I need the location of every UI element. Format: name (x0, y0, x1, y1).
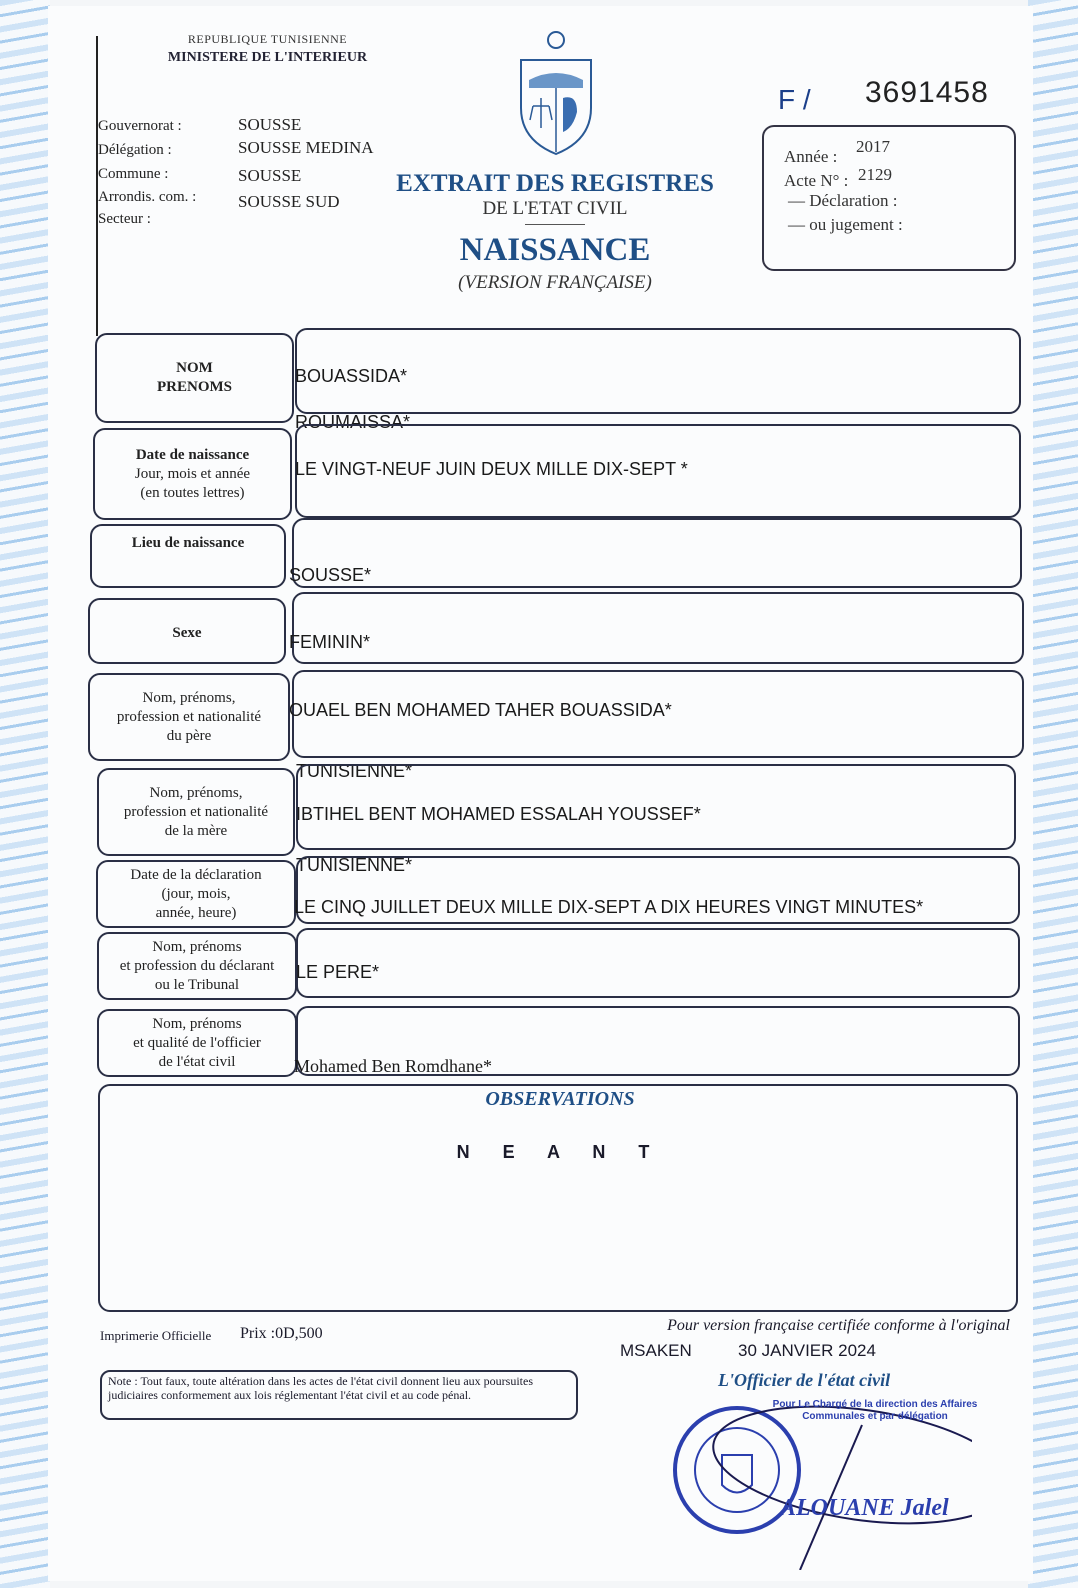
declarant-label-1: Nom, prénoms (152, 938, 242, 955)
declaration-label-1: Date de la déclaration (130, 866, 262, 883)
register-box (762, 125, 1016, 271)
document-version: (VERSION FRANÇAISE) (458, 272, 652, 293)
title-divider (525, 224, 585, 225)
decorative-border-right (1028, 0, 1078, 1588)
commune-value: SOUSSE (238, 166, 302, 185)
acte-label: Acte N° : (784, 171, 849, 190)
imprimerie-label: Imprimerie Officielle (100, 1328, 212, 1343)
jugement-label: — ou jugement : (788, 215, 903, 234)
declaration-label-2: (jour, mois, (161, 885, 231, 902)
pere-label-1: Nom, prénoms, (142, 689, 236, 706)
date-label-box (93, 428, 292, 520)
declarant-label-3: ou le Tribunal (154, 976, 240, 993)
issue-date: 30 JANVIER 2024 (738, 1341, 876, 1360)
annee-label: Année : (784, 147, 838, 166)
lieu-value: SOUSSE* (289, 565, 372, 585)
document-title: EXTRAIT DES REGISTRES (396, 170, 714, 197)
observations-title: OBSERVATIONS (485, 1088, 635, 1110)
mere-label-1: Nom, prénoms, (149, 784, 243, 801)
date-naissance-value: LE VINGT-NEUF JUIN DEUX MILLE DIX-SEPT * (295, 459, 688, 479)
nom-label-box (95, 333, 294, 423)
sexe-label-box (88, 598, 286, 664)
mere-label-box (97, 768, 295, 856)
declarant-value-box (296, 928, 1020, 998)
nom-label: NOM (176, 360, 213, 376)
commune-label: Commune : (98, 166, 169, 182)
issue-place: MSAKEN (620, 1341, 692, 1360)
pere-label-2: profession et nationalité (116, 708, 262, 725)
declaration-label-box (96, 860, 296, 928)
officier-value: Mohamed Ben Romdhane* (294, 1056, 492, 1076)
mere-value: IBTIHEL BENT MOHAMED ESSALAH YOUSSEF* (296, 804, 701, 824)
republic-label: REPUBLIQUE TUNISIENNE (187, 32, 348, 46)
gouvernorat-value: SOUSSE (238, 115, 302, 134)
lieu-value-box (292, 518, 1022, 588)
pere-nationalite-value: TUNISIENNE* (296, 761, 413, 781)
official-stamp (672, 1385, 978, 1570)
mere-label-2: profession et nationalité (123, 803, 269, 820)
prenoms-label: PRENOMS (157, 379, 232, 395)
delegation-value: SOUSSE MEDINA (238, 138, 374, 157)
tunisia-coat-of-arms-icon (515, 28, 597, 158)
secteur-label: Secteur : (98, 211, 151, 227)
prenoms-value: ROUMAISSA* (295, 412, 411, 432)
document-type: NAISSANCE (459, 232, 651, 268)
annee-value: 2017 (856, 137, 890, 156)
ministry-label: MINISTERE DE L'INTERIEUR (167, 50, 368, 65)
sexe-value: FEMININ* (289, 632, 370, 652)
observations-box (98, 1084, 1018, 1312)
date-label: Date de naissance (135, 446, 250, 463)
lieu-label-box (90, 524, 286, 588)
date-label-sub: Jour, mois et année (134, 465, 251, 482)
header-rule (96, 36, 98, 336)
declarant-value: LE PERE* (296, 962, 380, 982)
lieu-label: Lieu de naissance (131, 535, 245, 551)
date-label-note: (en toutes lettres) (140, 484, 245, 501)
mere-label-3: de la mère (164, 822, 228, 839)
form-prefix: F / (778, 84, 811, 115)
decorative-border-left (0, 0, 50, 1588)
arrondissement-label: Arrondis. com. : (98, 189, 197, 205)
declarant-label-2: et profession du déclarant (119, 957, 275, 974)
delegation-label: Délégation : (98, 142, 172, 158)
declarant-label-box (97, 932, 297, 1000)
prix-label: Prix :0D,500 (240, 1325, 323, 1342)
document-subtitle: DE L'ETAT CIVIL (482, 198, 628, 219)
officier-label-1: Nom, prénoms (152, 1015, 242, 1032)
observations-text: N E A N T (456, 1142, 664, 1162)
sexe-value-box (292, 592, 1024, 664)
pere-label-box (88, 673, 290, 761)
gouvernorat-label: Gouvernorat : (98, 118, 182, 134)
officier-label-2: et qualité de l'officier (133, 1034, 261, 1051)
declaration-label: — Déclaration : (788, 191, 898, 210)
acte-value: 2129 (858, 165, 892, 184)
legal-note: Note : Tout faux, toute altération dans les actes de l'état civil donnent lieu aux poursuites judiciaires conformement aux lois réglementant l'état civil et au code pénal. (100, 1370, 578, 1420)
stamp-text: Pour Le Chargé de la direction des Affaires Communales et par délégation (772, 1399, 978, 1422)
pere-label-3: du père (166, 727, 212, 744)
sexe-label: Sexe (172, 625, 202, 641)
declaration-label-3: année, heure) (155, 904, 237, 921)
officier-label-3: de l'état civil (158, 1053, 236, 1070)
officer-title: L'Officier de l'état civil (718, 1370, 891, 1390)
officier-label-box (97, 1009, 297, 1077)
nom-value: BOUASSIDA* (295, 366, 408, 386)
pere-value: OUAEL BEN MOHAMED TAHER BOUASSIDA* (289, 700, 672, 720)
arrondissement-value: SOUSSE SUD (238, 192, 340, 211)
form-number: 3691458 (865, 76, 989, 109)
mere-nationalite-value: TUNISIENNE* (296, 855, 413, 875)
declaration-value: LE CINQ JUILLET DEUX MILLE DIX-SEPT A DIX HEURES VINGT MINUTES* (294, 897, 924, 917)
signatory-name: ALOUANE Jalel (780, 1495, 949, 1521)
certification-text: Pour version française certifiée conforme à l'original (667, 1317, 1010, 1334)
